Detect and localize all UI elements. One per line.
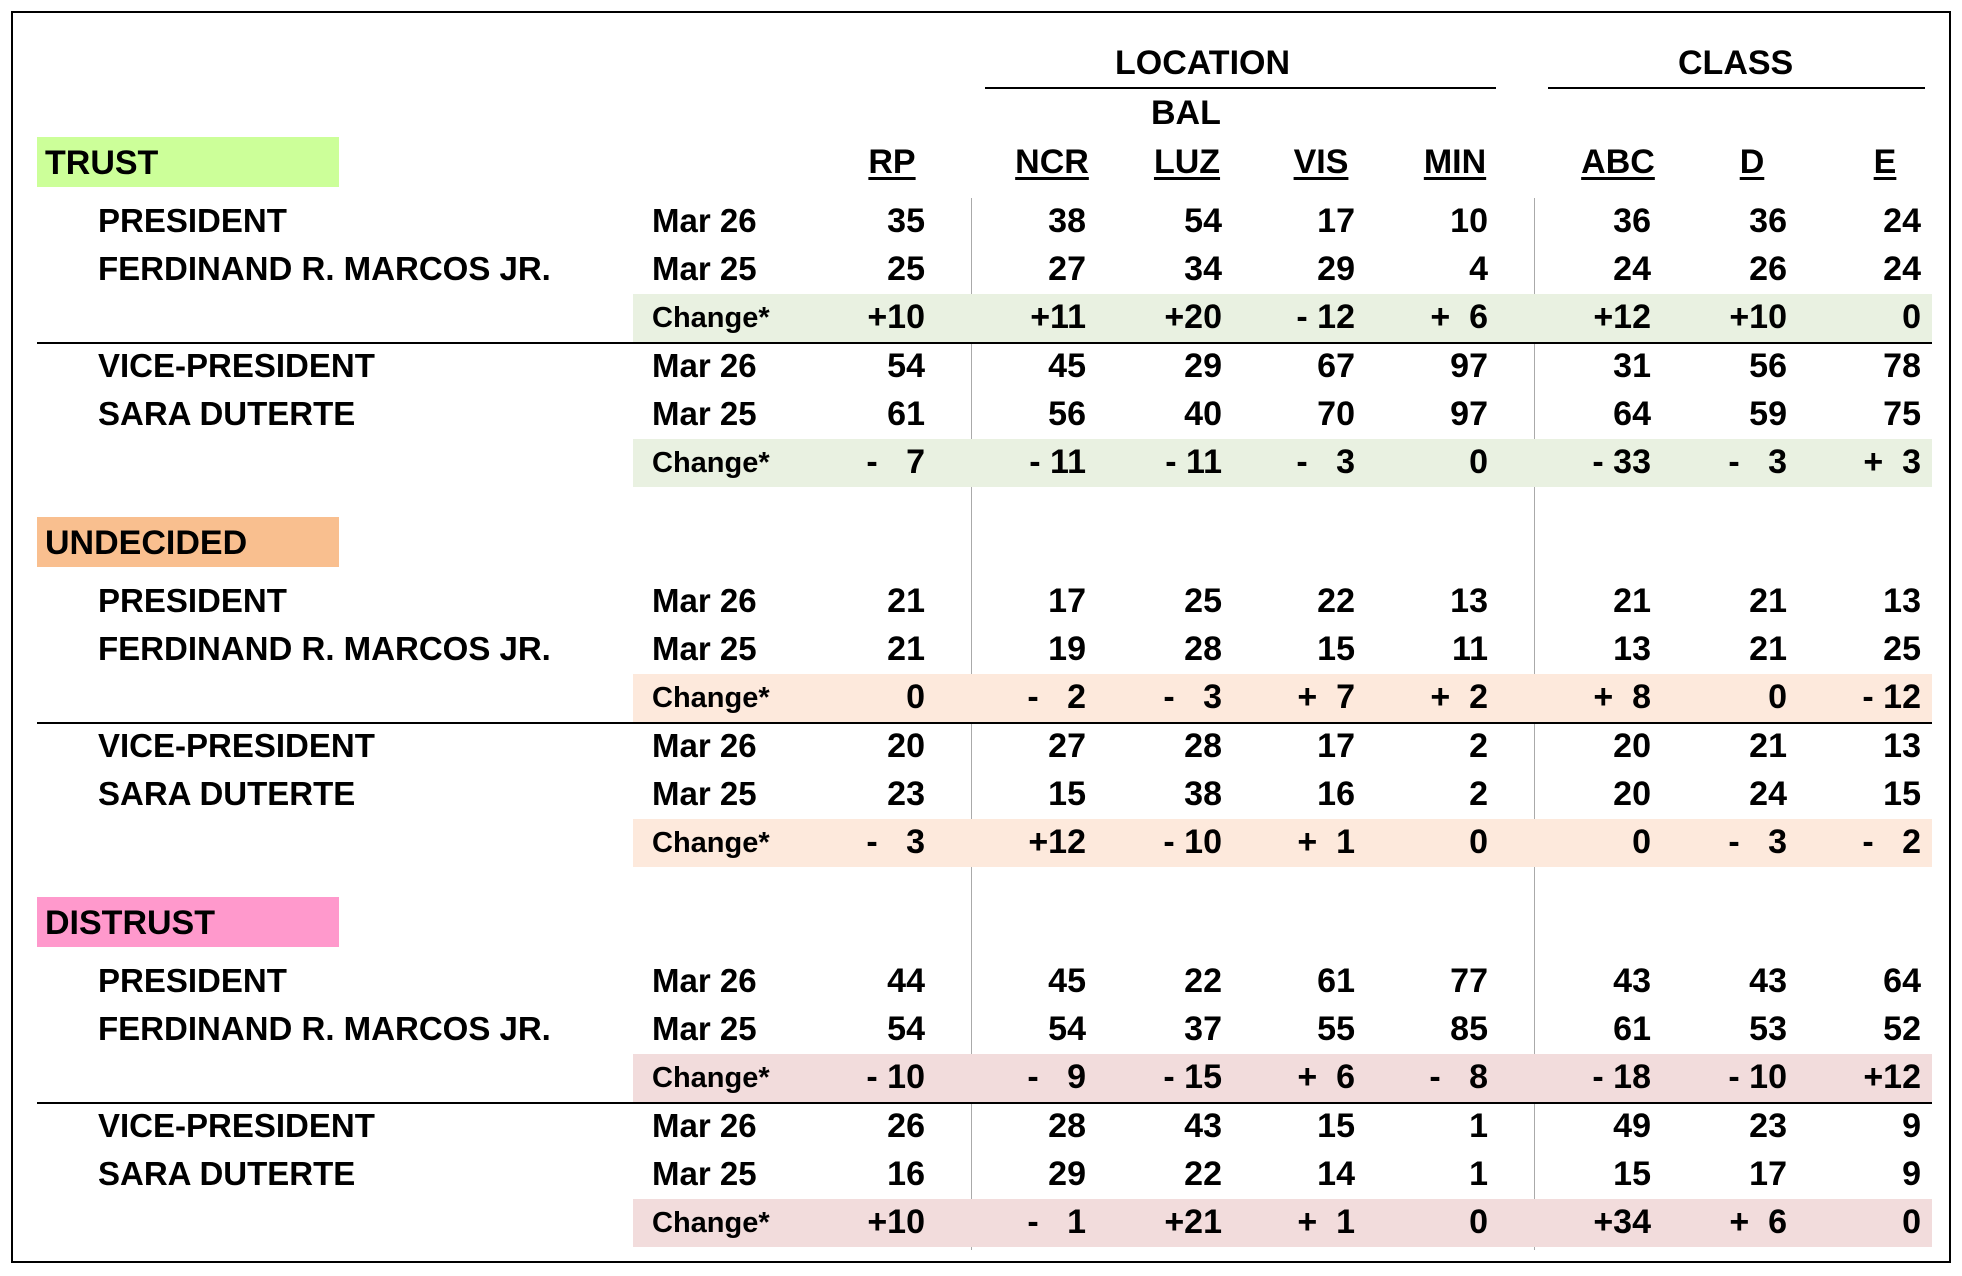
cell-d: 21 bbox=[1749, 630, 1787, 668]
cell-vis: + 7 bbox=[1297, 678, 1355, 716]
cell-e: 9 bbox=[1902, 1155, 1921, 1193]
cell-vis: - 12 bbox=[1296, 298, 1355, 336]
distrust-section-badge: DISTRUST bbox=[37, 897, 339, 947]
cell-e: 52 bbox=[1883, 1010, 1921, 1048]
cell-d: 24 bbox=[1749, 775, 1787, 813]
cell-luz: +20 bbox=[1164, 298, 1222, 336]
cell-min: 4 bbox=[1469, 250, 1488, 288]
cell-abc: 31 bbox=[1613, 347, 1651, 385]
cell-abc: - 33 bbox=[1592, 443, 1651, 481]
cell-abc: 61 bbox=[1613, 1010, 1651, 1048]
cell-vis: + 1 bbox=[1297, 823, 1355, 861]
cell-e: 75 bbox=[1883, 395, 1921, 433]
cell-d: 21 bbox=[1749, 727, 1787, 765]
cell-d: 56 bbox=[1749, 347, 1787, 385]
cell-e: 0 bbox=[1902, 1203, 1921, 1241]
cell-vis: 70 bbox=[1317, 395, 1355, 433]
row-label: VICE-PRESIDENT bbox=[98, 347, 375, 384]
cell-d: 21 bbox=[1749, 582, 1787, 620]
column-header-luz: LUZ bbox=[1153, 143, 1221, 181]
cell-abc: 0 bbox=[1632, 823, 1651, 861]
cell-rp: 21 bbox=[887, 582, 925, 620]
block-separator bbox=[37, 722, 1932, 724]
trust-section-badge: TRUST bbox=[37, 137, 339, 187]
cell-d: 53 bbox=[1749, 1010, 1787, 1048]
date-label: Mar 25 bbox=[652, 1010, 757, 1047]
cell-vis: 22 bbox=[1317, 582, 1355, 620]
date-label: Mar 26 bbox=[652, 582, 757, 619]
class-group-header: CLASS bbox=[1678, 44, 1794, 82]
date-label: Mar 25 bbox=[652, 395, 757, 432]
cell-d: - 3 bbox=[1728, 823, 1787, 861]
cell-rp: 21 bbox=[887, 630, 925, 668]
cell-ncr: 54 bbox=[1048, 1010, 1086, 1048]
cell-vis: 14 bbox=[1317, 1155, 1355, 1193]
cell-e: 24 bbox=[1883, 250, 1921, 288]
column-header-rp: RP bbox=[868, 143, 916, 181]
cell-e: + 3 bbox=[1863, 443, 1921, 481]
change-label: Change* bbox=[652, 1207, 770, 1239]
cell-abc: 36 bbox=[1613, 202, 1651, 240]
cell-vis: 61 bbox=[1317, 962, 1355, 1000]
cell-rp: 26 bbox=[887, 1107, 925, 1145]
cell-d: 23 bbox=[1749, 1107, 1787, 1145]
cell-rp: 23 bbox=[887, 775, 925, 813]
cell-abc: 43 bbox=[1613, 962, 1651, 1000]
cell-rp: 54 bbox=[887, 347, 925, 385]
change-label: Change* bbox=[652, 447, 770, 479]
cell-vis: + 1 bbox=[1297, 1203, 1355, 1241]
cell-e: 24 bbox=[1883, 202, 1921, 240]
cell-vis: 29 bbox=[1317, 250, 1355, 288]
cell-rp: - 10 bbox=[866, 1058, 925, 1096]
cell-d: 36 bbox=[1749, 202, 1787, 240]
cell-ncr: 45 bbox=[1048, 347, 1086, 385]
cell-abc: 13 bbox=[1613, 630, 1651, 668]
cell-min: 0 bbox=[1469, 823, 1488, 861]
cell-min: 1 bbox=[1469, 1155, 1488, 1193]
cell-min: + 2 bbox=[1430, 678, 1488, 716]
block-separator bbox=[37, 342, 1932, 344]
cell-d: +10 bbox=[1729, 298, 1787, 336]
date-label: Mar 26 bbox=[652, 727, 757, 764]
cell-e: 64 bbox=[1883, 962, 1921, 1000]
date-label: Mar 25 bbox=[652, 250, 757, 287]
cell-luz: - 15 bbox=[1163, 1058, 1222, 1096]
cell-rp: - 7 bbox=[866, 443, 925, 481]
column-header-ncr: NCR bbox=[1015, 143, 1089, 181]
cell-e: - 2 bbox=[1862, 823, 1921, 861]
cell-rp: - 3 bbox=[866, 823, 925, 861]
column-header-vis: VIS bbox=[1293, 143, 1349, 181]
location-group-header: LOCATION bbox=[1115, 44, 1291, 82]
cell-e: 0 bbox=[1902, 298, 1921, 336]
cell-min: 1 bbox=[1469, 1107, 1488, 1145]
cell-ncr: 17 bbox=[1048, 582, 1086, 620]
cell-luz: - 10 bbox=[1163, 823, 1222, 861]
cell-abc: 64 bbox=[1613, 395, 1651, 433]
cell-min: + 6 bbox=[1430, 298, 1488, 336]
cell-luz: +21 bbox=[1164, 1203, 1222, 1241]
cell-vis: 17 bbox=[1317, 727, 1355, 765]
cell-ncr: +11 bbox=[1030, 298, 1086, 336]
row-label: FERDINAND R. MARCOS JR. bbox=[98, 1010, 551, 1047]
row-label: VICE-PRESIDENT bbox=[98, 727, 375, 764]
cell-d: 43 bbox=[1749, 962, 1787, 1000]
cell-min: 97 bbox=[1450, 395, 1488, 433]
cell-e: 9 bbox=[1902, 1107, 1921, 1145]
cell-e: - 12 bbox=[1862, 678, 1921, 716]
cell-luz: 40 bbox=[1184, 395, 1222, 433]
cell-d: 17 bbox=[1749, 1155, 1787, 1193]
date-label: Mar 25 bbox=[652, 630, 757, 667]
cell-ncr: 56 bbox=[1048, 395, 1086, 433]
cell-luz: - 11 bbox=[1165, 443, 1222, 481]
change-label: Change* bbox=[652, 827, 770, 859]
cell-abc: 20 bbox=[1613, 775, 1651, 813]
row-label: SARA DUTERTE bbox=[98, 1155, 356, 1192]
cell-ncr: 15 bbox=[1048, 775, 1086, 813]
cell-ncr: 27 bbox=[1048, 727, 1086, 765]
cell-ncr: 19 bbox=[1048, 630, 1086, 668]
cell-ncr: 28 bbox=[1048, 1107, 1086, 1145]
column-header-min: MIN bbox=[1423, 143, 1487, 181]
class-underline bbox=[1548, 87, 1925, 89]
row-label: FERDINAND R. MARCOS JR. bbox=[98, 630, 551, 667]
cell-vis: 55 bbox=[1317, 1010, 1355, 1048]
cell-luz: 28 bbox=[1184, 727, 1222, 765]
date-label: Mar 25 bbox=[652, 1155, 757, 1192]
cell-vis: 16 bbox=[1317, 775, 1355, 813]
cell-abc: 21 bbox=[1613, 582, 1651, 620]
cell-rp: 25 bbox=[887, 250, 925, 288]
cell-ncr: - 9 bbox=[1027, 1058, 1086, 1096]
cell-luz: 43 bbox=[1184, 1107, 1222, 1145]
row-label: VICE-PRESIDENT bbox=[98, 1107, 375, 1144]
row-label: SARA DUTERTE bbox=[98, 775, 356, 812]
cell-min: 2 bbox=[1469, 775, 1488, 813]
date-label: Mar 26 bbox=[652, 202, 757, 239]
cell-ncr: 29 bbox=[1048, 1155, 1086, 1193]
cell-abc: +12 bbox=[1593, 298, 1651, 336]
date-label: Mar 26 bbox=[652, 1107, 757, 1144]
cell-vis: + 6 bbox=[1297, 1058, 1355, 1096]
cell-min: 0 bbox=[1469, 443, 1488, 481]
cell-abc: + 8 bbox=[1593, 678, 1651, 716]
cell-d: - 3 bbox=[1728, 443, 1787, 481]
cell-luz: 29 bbox=[1184, 347, 1222, 385]
row-label: FERDINAND R. MARCOS JR. bbox=[98, 250, 551, 287]
date-label: Mar 25 bbox=[652, 775, 757, 812]
cell-min: 2 bbox=[1469, 727, 1488, 765]
cell-d: - 10 bbox=[1728, 1058, 1787, 1096]
row-label: PRESIDENT bbox=[98, 202, 287, 239]
cell-min: 0 bbox=[1469, 1203, 1488, 1241]
cell-min: 97 bbox=[1450, 347, 1488, 385]
cell-vis: 17 bbox=[1317, 202, 1355, 240]
cell-ncr: 45 bbox=[1048, 962, 1086, 1000]
cell-d: 0 bbox=[1768, 678, 1787, 716]
change-label: Change* bbox=[652, 302, 770, 334]
cell-d: 26 bbox=[1749, 250, 1787, 288]
cell-rp: 16 bbox=[887, 1155, 925, 1193]
column-header-d: D bbox=[1739, 143, 1765, 181]
cell-min: 85 bbox=[1450, 1010, 1488, 1048]
cell-luz: 25 bbox=[1184, 582, 1222, 620]
row-label: SARA DUTERTE bbox=[98, 395, 356, 432]
cell-luz: 22 bbox=[1184, 962, 1222, 1000]
cell-luz: 38 bbox=[1184, 775, 1222, 813]
cell-rp: 20 bbox=[887, 727, 925, 765]
location-underline bbox=[985, 87, 1496, 89]
date-label: Mar 26 bbox=[652, 962, 757, 999]
cell-luz: 34 bbox=[1184, 250, 1222, 288]
cell-d: 59 bbox=[1749, 395, 1787, 433]
cell-vis: - 3 bbox=[1296, 443, 1355, 481]
cell-e: 13 bbox=[1883, 727, 1921, 765]
cell-e: 15 bbox=[1883, 775, 1921, 813]
cell-min: - 8 bbox=[1429, 1058, 1488, 1096]
cell-min: 11 bbox=[1452, 630, 1488, 668]
cell-vis: 15 bbox=[1317, 630, 1355, 668]
cell-abc: 20 bbox=[1613, 727, 1651, 765]
column-header-e: E bbox=[1873, 143, 1897, 181]
cell-min: 13 bbox=[1450, 582, 1488, 620]
cell-ncr: - 11 bbox=[1029, 443, 1086, 481]
cell-rp: 61 bbox=[887, 395, 925, 433]
cell-e: 78 bbox=[1883, 347, 1921, 385]
cell-ncr: - 1 bbox=[1027, 1203, 1086, 1241]
cell-ncr: 38 bbox=[1048, 202, 1086, 240]
row-label: PRESIDENT bbox=[98, 582, 287, 619]
column-header-abc: ABC bbox=[1581, 143, 1655, 181]
date-label: Mar 26 bbox=[652, 347, 757, 384]
cell-ncr: +12 bbox=[1028, 823, 1086, 861]
cell-e: 13 bbox=[1883, 582, 1921, 620]
cell-luz: - 3 bbox=[1163, 678, 1222, 716]
cell-vis: 67 bbox=[1317, 347, 1355, 385]
cell-rp: +10 bbox=[867, 298, 925, 336]
cell-min: 77 bbox=[1450, 962, 1488, 1000]
cell-rp: +10 bbox=[867, 1203, 925, 1241]
cell-vis: 15 bbox=[1317, 1107, 1355, 1145]
cell-rp: 35 bbox=[887, 202, 925, 240]
cell-luz: 37 bbox=[1184, 1010, 1222, 1048]
block-separator bbox=[37, 1102, 1932, 1104]
change-label: Change* bbox=[652, 1062, 770, 1094]
undecided-section-badge: UNDECIDED bbox=[37, 517, 339, 567]
row-label: PRESIDENT bbox=[98, 962, 287, 999]
cell-abc: 15 bbox=[1613, 1155, 1651, 1193]
cell-luz: 22 bbox=[1184, 1155, 1222, 1193]
cell-abc: 24 bbox=[1613, 250, 1651, 288]
cell-abc: 49 bbox=[1613, 1107, 1651, 1145]
cell-e: 25 bbox=[1883, 630, 1921, 668]
cell-rp: 54 bbox=[887, 1010, 925, 1048]
cell-rp: 0 bbox=[906, 678, 925, 716]
cell-abc: - 18 bbox=[1592, 1058, 1651, 1096]
cell-abc: +34 bbox=[1593, 1203, 1651, 1241]
change-label: Change* bbox=[652, 682, 770, 714]
cell-ncr: - 2 bbox=[1027, 678, 1086, 716]
cell-rp: 44 bbox=[887, 962, 925, 1000]
cell-e: +12 bbox=[1863, 1058, 1921, 1096]
bal-header: BAL bbox=[1151, 94, 1221, 132]
cell-min: 10 bbox=[1450, 202, 1488, 240]
cell-d: + 6 bbox=[1729, 1203, 1787, 1241]
cell-luz: 28 bbox=[1184, 630, 1222, 668]
cell-ncr: 27 bbox=[1048, 250, 1086, 288]
cell-luz: 54 bbox=[1184, 202, 1222, 240]
